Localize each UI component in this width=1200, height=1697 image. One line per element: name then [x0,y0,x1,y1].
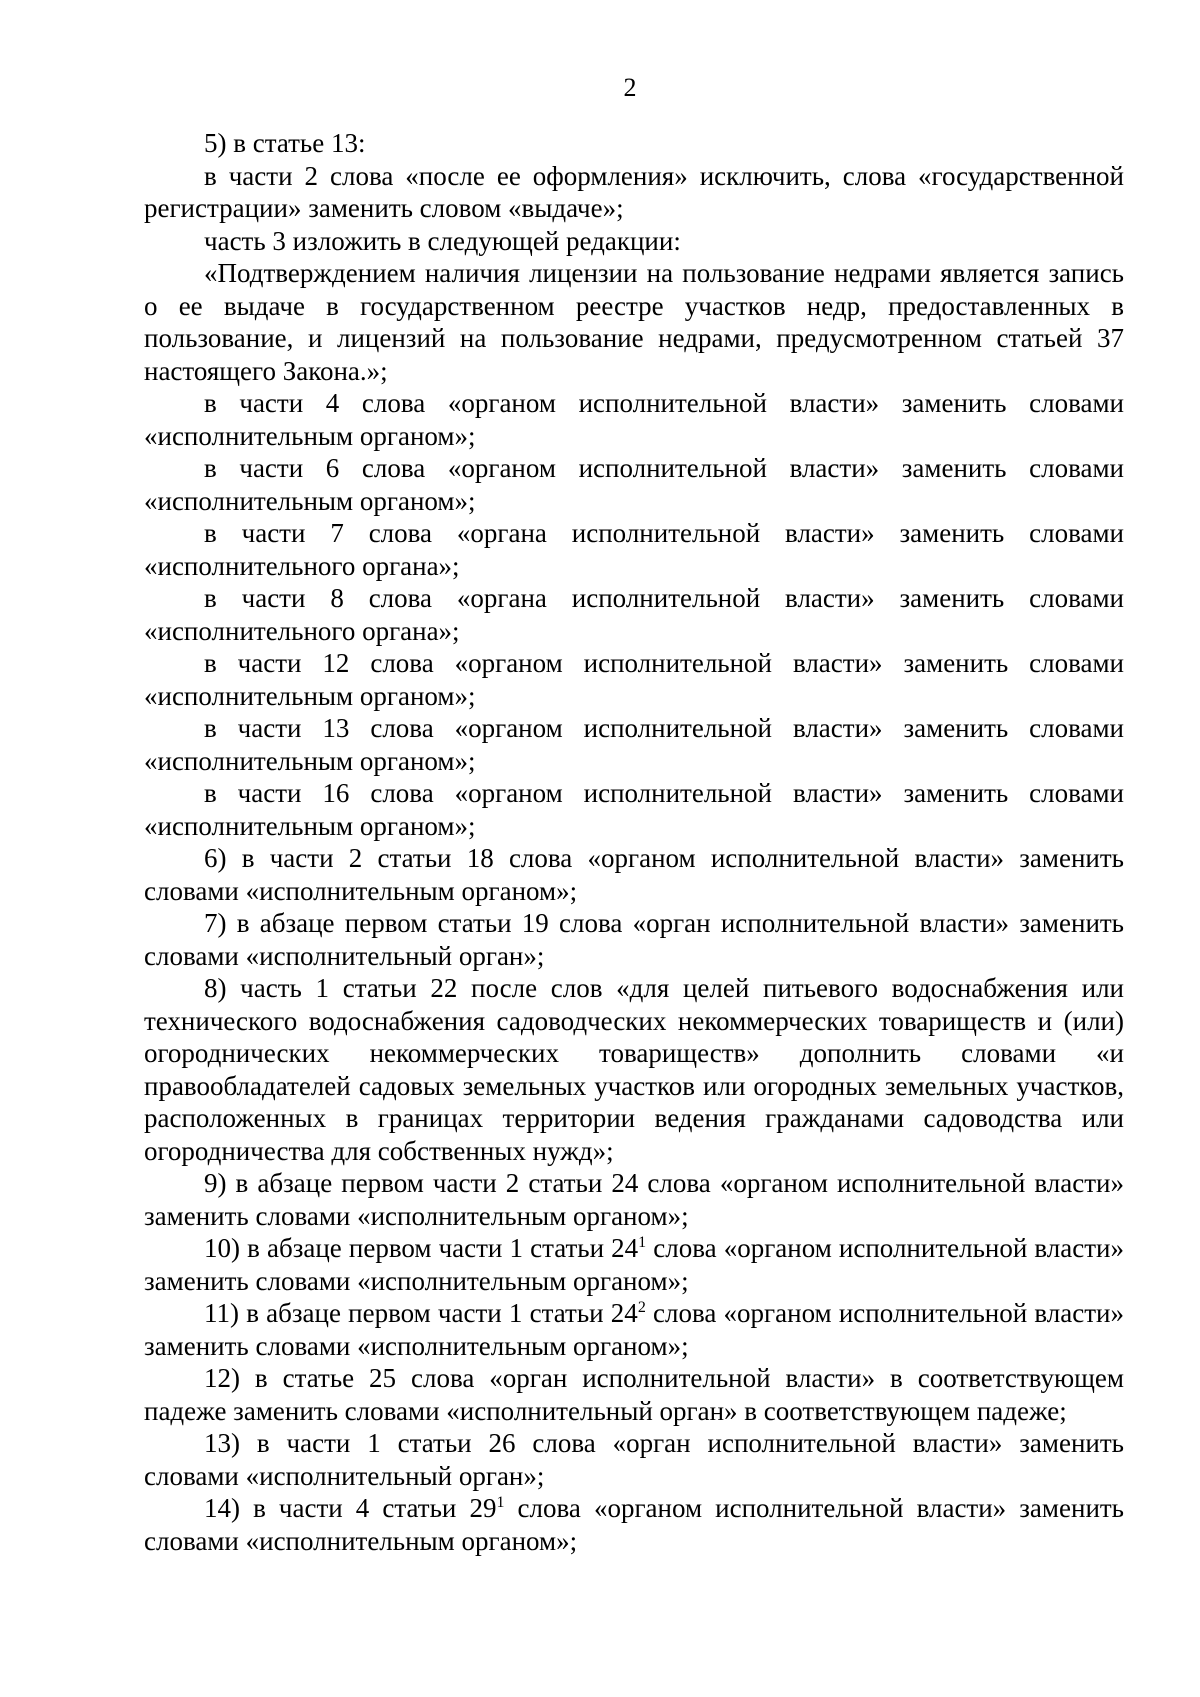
paragraph-text: 10) в абзаце первом части 1 статьи 24 [204,1233,639,1263]
paragraph: 13) в части 1 статьи 26 слова «орган исполнительной власти» заменить словами «исполнительный орган»; [144,1428,1124,1491]
superscript-index: 1 [496,1494,505,1511]
paragraph: в части 12 слова «органом исполнительной власти» заменить словами «исполнительным органом»; [144,648,1124,711]
paragraph: в части 8 слова «органа исполнительной власти» заменить словами «исполнительного органа»; [144,583,1124,646]
paragraph-text: 14) в части 4 статьи 29 [204,1493,497,1523]
paragraph-text: 11) в абзаце первом части 1 статьи 24 [204,1298,638,1328]
document-body [144,127,1124,1557]
paragraph: 12) в статье 25 слова «орган исполнительной власти» в соответствующем падеже заменить словами «исполнительный орган» в соответствующем падеже; [144,1363,1124,1426]
paragraph: в части 16 слова «органом исполнительной власти» заменить словами «исполнительным органом»; [144,778,1124,841]
paragraph [144,1232,1124,1297]
page-number: 2 [623,73,637,102]
paragraph: 7) в абзаце первом статьи 19 слова «орган исполнительной власти» заменить словами «исполнительный орган»; [144,908,1124,971]
superscript-index: 1 [638,1234,647,1251]
paragraph: «Подтверждением наличия лицензии на пользование недрами является запись о ее выдаче в государственном реестре участков недр, предоставленных в пользование, и лицензий на пользование недрами, предусмотренном статьей 37 настоящего Закона.»; [144,258,1124,386]
paragraph: часть 3 изложить в следующей редакции: [204,225,681,256]
paragraph: в части 2 слова «после ее оформления» исключить, слова «государственной регистрации» заменить словом «выдаче»; [144,160,1124,223]
paragraph: 5) в статье 13: [204,128,366,158]
superscript-index: 2 [637,1299,646,1316]
paragraph: 8) часть 1 статьи 22 после слов «для целей питьевого водоснабжения или технического водоснабжения садоводческих некоммерческих товариществ и (или) огороднических некоммерческих товариществ» дополнить словами «и правообладателей садовых земельных участков или огородных земельных участков, расположенных в границах территории ведения гражданами садоводства или огородничества для собственных нужд»; [144,973,1124,1166]
paragraph [144,1297,1124,1362]
paragraph: 6) в части 2 статьи 18 слова «органом исполнительной власти» заменить словами «исполнительным органом»; [144,843,1124,906]
paragraph-text: слова «органом исполнительной власти» заменить словами «исполнительным органом»; [144,1298,1124,1361]
paragraph-text: слова «органом исполнительной власти» заменить словами «исполнительным органом»; [144,1233,1124,1296]
paragraph: в части 13 слова «органом исполнительной власти» заменить словами «исполнительным органом»; [144,713,1124,776]
paragraph: 9) в абзаце первом части 2 статьи 24 слова «органом исполнительной власти» заменить словами «исполнительным органом»; [144,1168,1124,1231]
paragraph-text: слова «органом исполнительной власти» заменить словами «исполнительным органом»; [144,1493,1124,1556]
paragraph [144,1492,1124,1557]
paragraph: в части 6 слова «органом исполнительной власти» заменить словами «исполнительным органом»; [144,453,1124,516]
paragraph: в части 7 слова «органа исполнительной власти» заменить словами «исполнительного органа»; [144,518,1124,581]
paragraph: в части 4 слова «органом исполнительной власти» заменить словами «исполнительным органом»; [144,388,1124,451]
